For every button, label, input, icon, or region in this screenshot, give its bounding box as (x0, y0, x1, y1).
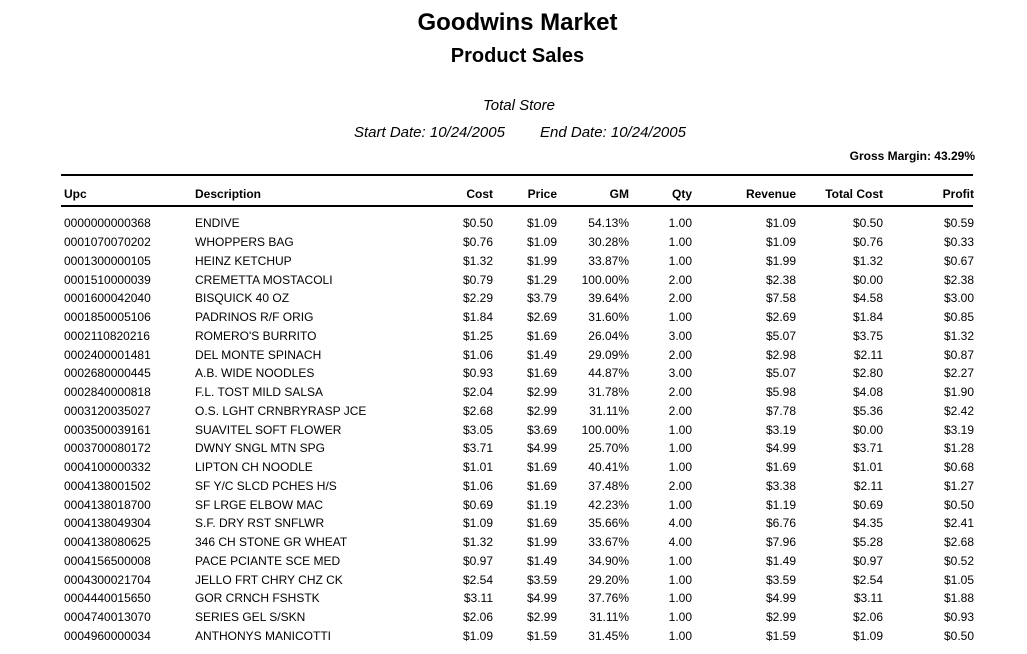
report-title: Product Sales (450, 45, 585, 67)
cell-profit: $1.28 (943, 441, 974, 456)
cell-upc: 0002110820216 (64, 328, 150, 343)
cell-profit: $2.68 (943, 535, 974, 550)
cell-gm: 31.45% (588, 628, 629, 643)
cell-cost: $1.84 (462, 310, 493, 325)
table-row (61, 533, 974, 552)
cell-gm: 37.76% (588, 591, 629, 606)
cell-description: CREMETTA MOSTACOLI (195, 272, 333, 287)
cell-price: $1.99 (526, 253, 557, 268)
cell-revenue: $1.09 (765, 216, 796, 231)
cell-upc: 0001300000105 (64, 253, 151, 268)
cell-upc: 0002400001481 (64, 347, 151, 362)
table-row (61, 289, 974, 308)
cell-gm: 25.70% (588, 441, 629, 456)
cell-price: $4.99 (526, 441, 557, 456)
column-header-profit: Profit (942, 187, 974, 201)
cell-revenue: $3.38 (765, 478, 796, 493)
cell-description: SF Y/C SLCD PCHES H/S (195, 478, 337, 493)
column-header-upc: Upc (64, 187, 87, 201)
cell-upc: 0000000000368 (64, 216, 151, 231)
cell-revenue: $3.59 (765, 572, 796, 587)
cell-upc: 0002840000818 (64, 385, 151, 400)
cell-qty: 1.00 (668, 422, 692, 437)
cell-profit: $0.33 (943, 235, 974, 250)
cell-gm: 31.11% (589, 403, 629, 418)
cell-total-cost: $3.71 (852, 441, 883, 456)
cell-revenue: $4.99 (765, 591, 796, 606)
cell-qty: 2.00 (668, 347, 692, 362)
cell-price: $1.09 (526, 216, 557, 231)
cell-gm: 31.11% (589, 610, 629, 625)
cell-price: $3.59 (526, 572, 557, 587)
cell-qty: 4.00 (668, 516, 692, 531)
cell-qty: 1.00 (668, 441, 692, 456)
cell-revenue: $4.99 (765, 441, 796, 456)
cell-gm: 30.28% (588, 235, 629, 250)
cell-price: $2.99 (526, 403, 557, 418)
cell-profit: $1.88 (943, 591, 974, 606)
sales-table (61, 180, 974, 645)
cell-description: DEL MONTE SPINACH (195, 347, 322, 362)
table-row (61, 252, 974, 271)
table-row (61, 627, 974, 646)
cell-upc: 0004440015650 (64, 591, 151, 606)
cell-price: $1.69 (526, 478, 557, 493)
cell-description: ENDIVE (195, 216, 240, 231)
cell-upc: 0004156500008 (64, 553, 151, 568)
cell-price: $1.29 (526, 272, 557, 287)
table-row (61, 477, 974, 496)
table-row (61, 327, 974, 346)
cell-price: $1.59 (526, 628, 557, 643)
cell-price: $1.69 (526, 516, 557, 531)
cell-revenue: $2.69 (765, 310, 796, 325)
cell-cost: $0.50 (462, 216, 493, 231)
cell-total-cost: $1.32 (852, 253, 883, 268)
cell-profit: $3.19 (943, 422, 974, 437)
cell-profit: $2.42 (943, 403, 974, 418)
cell-description: LIPTON CH NOODLE (195, 460, 313, 475)
cell-price: $1.69 (526, 460, 557, 475)
cell-total-cost: $2.80 (852, 366, 883, 381)
cell-cost: $1.09 (462, 516, 493, 531)
cell-profit: $0.50 (943, 497, 974, 512)
cell-qty: 2.00 (668, 291, 692, 306)
cell-gm: 33.87% (588, 253, 629, 268)
table-row (61, 308, 974, 327)
cell-description: PACE PCIANTE SCE MED (195, 553, 341, 568)
cell-price: $1.49 (526, 553, 557, 568)
cell-price: $2.99 (526, 385, 557, 400)
table-row (61, 570, 974, 589)
cell-cost: $1.01 (462, 460, 493, 475)
cell-price: $1.69 (526, 328, 557, 343)
cell-qty: 2.00 (668, 385, 692, 400)
cell-gm: 33.67% (588, 535, 629, 550)
cell-price: $1.69 (526, 366, 557, 381)
cell-cost: $1.09 (462, 628, 493, 643)
cell-price: $1.49 (526, 347, 557, 362)
cell-cost: $0.69 (462, 497, 493, 512)
cell-profit: $0.50 (943, 628, 974, 643)
column-header-revenue: Revenue (745, 187, 796, 201)
cell-total-cost: $5.36 (852, 403, 883, 418)
store-label: Total Store (483, 97, 555, 114)
cell-revenue: $7.58 (765, 291, 796, 306)
cell-cost: $1.06 (462, 347, 493, 362)
cell-qty: 1.00 (668, 572, 692, 587)
cell-cost: $3.05 (462, 422, 493, 437)
cell-cost: $2.04 (462, 385, 493, 400)
cell-upc: 0004138049304 (64, 516, 151, 531)
cell-revenue: $1.99 (765, 253, 796, 268)
cell-description: ANTHONYS MANICOTTI (195, 628, 332, 643)
table-row (61, 345, 974, 364)
cell-qty: 1.00 (668, 216, 692, 231)
header-rule-top (61, 174, 973, 176)
column-header-qty: Qty (671, 187, 692, 201)
table-header (61, 180, 974, 208)
start-date: Start Date: 10/24/2005 (354, 124, 505, 141)
cell-profit: $1.27 (943, 478, 974, 493)
cell-qty: 1.00 (668, 497, 692, 512)
cell-upc: 0003500039161 (64, 422, 151, 437)
column-header-total-cost: Total Cost (825, 187, 883, 201)
table-row (61, 589, 974, 608)
cell-upc: 0003120035027 (64, 403, 151, 418)
cell-description: A.B. WIDE NOODLES (195, 366, 315, 381)
cell-profit: $0.85 (943, 310, 974, 325)
cell-gm: 100.00% (581, 422, 629, 437)
column-header-gm: GM (609, 187, 629, 201)
cell-revenue: $2.99 (765, 610, 796, 625)
cell-cost: $1.06 (462, 478, 493, 493)
cell-cost: $1.25 (462, 328, 493, 343)
cell-total-cost: $2.11 (853, 478, 883, 493)
cell-description: BISQUICK 40 OZ (195, 291, 290, 306)
cell-upc: 0004300021704 (64, 572, 151, 587)
cell-profit: $0.59 (943, 216, 974, 231)
cell-price: $1.19 (526, 497, 557, 512)
cell-cost: $2.29 (462, 291, 493, 306)
cell-total-cost: $4.08 (852, 385, 883, 400)
cell-total-cost: $1.09 (852, 628, 883, 643)
cell-total-cost: $4.58 (852, 291, 883, 306)
cell-upc: 0004138080625 (64, 535, 151, 550)
table-row (61, 495, 974, 514)
cell-profit: $3.00 (943, 291, 974, 306)
cell-upc: 0002680000445 (64, 366, 151, 381)
end-date: End Date: 10/24/2005 (540, 124, 686, 141)
cell-qty: 1.00 (668, 235, 692, 250)
cell-total-cost: $2.06 (852, 610, 883, 625)
cell-qty: 1.00 (668, 610, 692, 625)
cell-price: $1.09 (526, 235, 557, 250)
cell-description: O.S. LGHT CRNBRYRASP JCE (195, 403, 367, 418)
cell-profit: $0.87 (943, 347, 974, 362)
table-row (61, 514, 974, 533)
cell-gm: 34.90% (588, 553, 629, 568)
cell-total-cost: $0.97 (852, 553, 883, 568)
cell-revenue: $5.98 (765, 385, 796, 400)
cell-cost: $0.93 (462, 366, 493, 381)
cell-profit: $0.67 (943, 253, 974, 268)
cell-qty: 1.00 (668, 628, 692, 643)
cell-gm: 100.00% (581, 272, 629, 287)
table-row (61, 608, 974, 627)
cell-description: DWNY SNGL MTN SPG (195, 441, 326, 456)
table-row (61, 364, 974, 383)
cell-total-cost: $0.00 (852, 422, 883, 437)
cell-cost: $1.32 (462, 253, 493, 268)
table-row (61, 402, 974, 421)
cell-gm: 40.41% (588, 460, 629, 475)
cell-upc: 0003700080172 (64, 441, 151, 456)
cell-profit: $1.05 (943, 572, 974, 587)
cell-description: WHOPPERS BAG (195, 235, 294, 250)
table-row (61, 439, 974, 458)
cell-total-cost: $2.11 (853, 347, 883, 362)
cell-gm: 31.78% (588, 385, 629, 400)
cell-revenue: $2.38 (765, 272, 796, 287)
cell-qty: 4.00 (668, 535, 692, 550)
cell-upc: 0001850005106 (64, 310, 151, 325)
cell-cost: $1.32 (462, 535, 493, 550)
cell-upc: 0004138018700 (64, 497, 151, 512)
cell-description: JELLO FRT CHRY CHZ CK (195, 572, 343, 587)
cell-gm: 37.48% (588, 478, 629, 493)
cell-cost: $0.97 (462, 553, 493, 568)
cell-revenue: $5.07 (765, 328, 796, 343)
cell-revenue: $7.96 (765, 535, 796, 550)
table-body (61, 208, 974, 645)
cell-total-cost: $3.11 (853, 591, 883, 606)
cell-cost: $0.76 (462, 235, 493, 250)
cell-qty: 2.00 (668, 478, 692, 493)
cell-description: SF LRGE ELBOW MAC (195, 497, 324, 512)
cell-profit: $1.90 (943, 385, 974, 400)
cell-description: HEINZ KETCHUP (195, 253, 292, 268)
cell-upc: 0001600042040 (64, 291, 151, 306)
cell-description: GOR CRNCH FSHSTK (195, 591, 320, 606)
cell-qty: 1.00 (668, 591, 692, 606)
cell-total-cost: $0.50 (852, 216, 883, 231)
cell-price: $3.79 (526, 291, 557, 306)
cell-cost: $2.54 (462, 572, 493, 587)
cell-qty: 1.00 (668, 553, 692, 568)
cell-revenue: $5.07 (765, 366, 796, 381)
cell-upc: 0004740013070 (64, 610, 151, 625)
cell-qty: 1.00 (668, 460, 692, 475)
cell-cost: $3.71 (462, 441, 493, 456)
cell-qty: 2.00 (668, 272, 692, 287)
cell-total-cost: $2.54 (852, 572, 883, 587)
cell-description: S.F. DRY RST SNFLWR (195, 516, 325, 531)
cell-revenue: $7.78 (765, 403, 796, 418)
cell-gm: 42.23% (588, 497, 629, 512)
cell-price: $4.99 (526, 591, 557, 606)
cell-qty: 3.00 (668, 328, 692, 343)
cell-gm: 29.09% (588, 347, 629, 362)
cell-price: $1.99 (526, 535, 557, 550)
table-row (61, 458, 974, 477)
cell-revenue: $2.98 (765, 347, 796, 362)
table-row (61, 552, 974, 571)
cell-profit: $0.68 (943, 460, 974, 475)
cell-total-cost: $0.76 (852, 235, 883, 250)
cell-cost: $2.06 (462, 610, 493, 625)
cell-gm: 35.66% (588, 516, 629, 531)
cell-gm: 44.87% (588, 366, 629, 381)
table-row (61, 420, 974, 439)
cell-price: $2.99 (526, 610, 557, 625)
cell-qty: 1.00 (668, 253, 692, 268)
cell-total-cost: $4.35 (852, 516, 883, 531)
company-title: Goodwins Market (417, 9, 618, 36)
column-header-price: Price (527, 187, 557, 201)
cell-price: $2.69 (526, 310, 557, 325)
cell-total-cost: $0.69 (852, 497, 883, 512)
cell-total-cost: $0.00 (852, 272, 883, 287)
cell-revenue: $1.09 (765, 235, 796, 250)
cell-upc: 0001070070202 (64, 235, 151, 250)
table-row (61, 208, 974, 233)
cell-profit: $2.38 (943, 272, 974, 287)
cell-gm: 29.20% (588, 572, 629, 587)
cell-gm: 26.04% (588, 328, 629, 343)
cell-qty: 3.00 (668, 366, 692, 381)
table-row (61, 233, 974, 252)
cell-qty: 2.00 (668, 403, 692, 418)
cell-description: SUAVITEL SOFT FLOWER (195, 422, 342, 437)
cell-gm: 39.64% (588, 291, 629, 306)
cell-total-cost: $1.01 (852, 460, 883, 475)
cell-revenue: $1.49 (765, 553, 796, 568)
cell-profit: $0.93 (943, 610, 974, 625)
cell-qty: 1.00 (668, 310, 692, 325)
cell-gm: 31.60% (588, 310, 629, 325)
cell-cost: $2.68 (462, 403, 493, 418)
cell-upc: 0004960000034 (64, 628, 151, 643)
cell-upc: 0004100000332 (64, 460, 151, 475)
cell-description: ROMERO'S BURRITO (195, 328, 317, 343)
column-header-description: Description (195, 187, 262, 201)
cell-description: 346 CH STONE GR WHEAT (195, 535, 348, 550)
cell-revenue: $1.19 (765, 497, 796, 512)
column-header-cost: Cost (466, 187, 493, 201)
table-row (61, 383, 974, 402)
cell-description: PADRINOS R/F ORIG (195, 310, 314, 325)
cell-revenue: $6.76 (765, 516, 796, 531)
cell-total-cost: $5.28 (852, 535, 883, 550)
cell-cost: $3.11 (463, 591, 493, 606)
cell-profit: $1.32 (943, 328, 974, 343)
cell-upc: 0004138001502 (64, 478, 151, 493)
table-row (61, 270, 974, 289)
cell-profit: $0.52 (943, 553, 974, 568)
cell-revenue: $1.59 (765, 628, 796, 643)
cell-price: $3.69 (526, 422, 557, 437)
cell-profit: $2.27 (943, 366, 974, 381)
gross-margin: Gross Margin: 43.29% (849, 149, 975, 163)
header-row (61, 180, 974, 208)
cell-description: SERIES GEL S/SKN (195, 610, 306, 625)
cell-gm: 54.13% (588, 216, 629, 231)
cell-total-cost: $1.84 (852, 310, 883, 325)
cell-description: F.L. TOST MILD SALSA (195, 385, 324, 400)
cell-cost: $0.79 (462, 272, 493, 287)
cell-revenue: $3.19 (765, 422, 796, 437)
cell-upc: 0001510000039 (64, 272, 151, 287)
cell-total-cost: $3.75 (852, 328, 883, 343)
cell-revenue: $1.69 (765, 460, 796, 475)
cell-profit: $2.41 (943, 516, 974, 531)
